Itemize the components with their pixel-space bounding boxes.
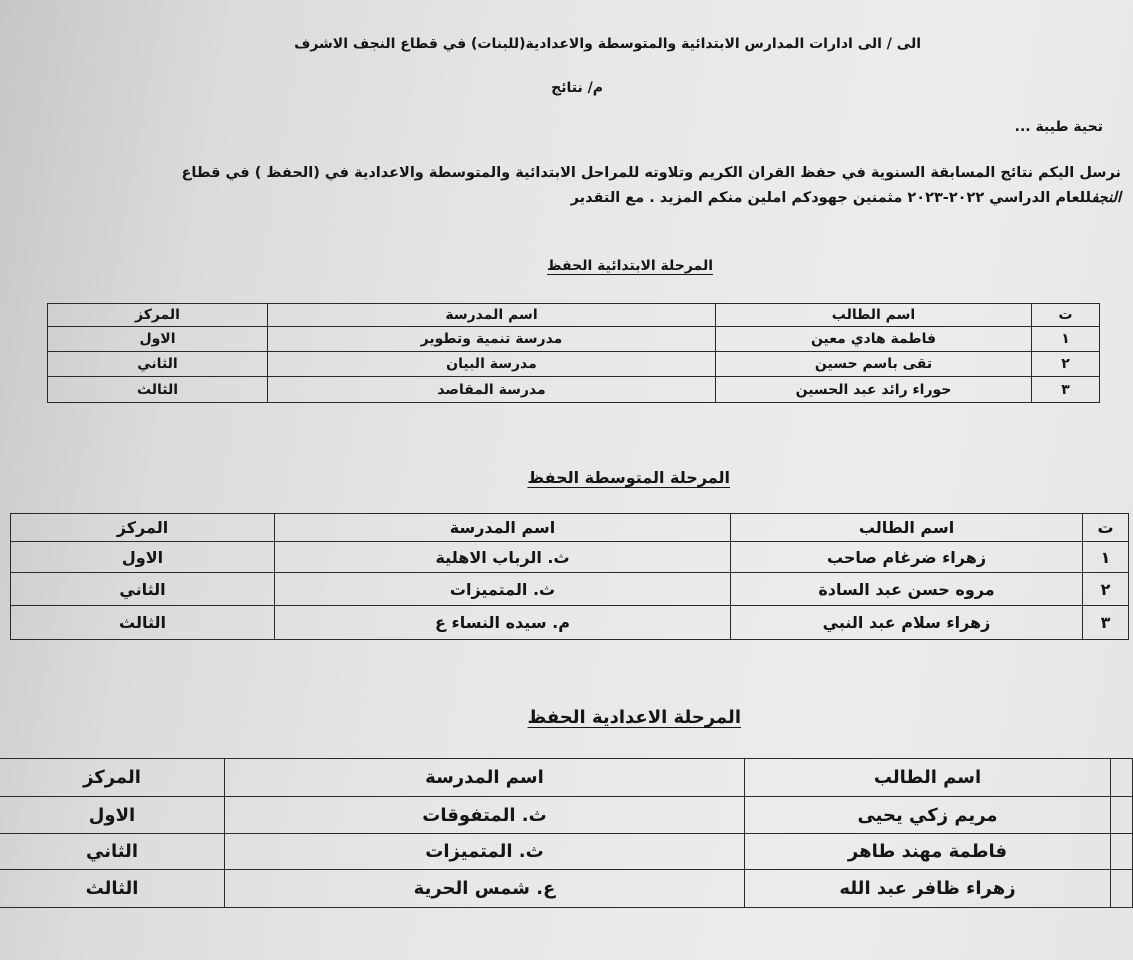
table-row [11,542,1129,573]
header-rank: المركز [0,759,225,797]
row-student: فاطمة مهند طاهر [745,834,1111,870]
table-row [48,377,1100,403]
row-student: حوراء رائد عبد الحسين [716,377,1032,403]
row-rank: الاول [11,542,275,573]
row-num [1111,834,1133,870]
table-row [0,797,1133,834]
header-school: اسم المدرسة [225,759,745,797]
header-student: اسم الطالب [731,514,1083,542]
row-num [1111,797,1133,834]
results-table-preparatory [0,758,1133,908]
section-heading-intermediate: المرحلة المتوسطة الحفظ [527,468,730,487]
row-school: ث. المتميزات [225,834,745,870]
row-school: مدرسة البيان [268,352,716,377]
table-header-row [48,304,1100,327]
row-num: ٣ [1032,377,1100,403]
section-heading-preparatory: المرحلة الاعدادية الحفظ [527,707,741,728]
table-row [11,573,1129,606]
table-header-row [11,514,1129,542]
row-num: ٢ [1083,573,1129,606]
subject-line: م/ نتائج [551,80,603,96]
body-line-2 [571,190,1121,206]
header-rank: المركز [11,514,275,542]
header-school: اسم المدرسة [275,514,731,542]
row-student: تقى باسم حسين [716,352,1032,377]
header-num: ت [1032,304,1100,327]
row-school: ع. شمس الحرية [225,870,745,908]
row-num: ١ [1032,327,1100,352]
row-school: ث. المتميزات [275,573,731,606]
header-school: اسم المدرسة [268,304,716,327]
row-student: زهراء ظافر عبد الله [745,870,1111,908]
row-num [1111,870,1133,908]
row-rank: الثاني [11,573,275,606]
row-school: مدرسة المقاصد [268,377,716,403]
greeting-line: تحية طيبة ... [1014,119,1103,135]
row-student: فاطمة هادي معين [716,327,1032,352]
row-rank: الثالث [48,377,268,403]
header-student: اسم الطالب [745,759,1111,797]
table-row [48,327,1100,352]
row-rank: الاول [0,797,225,834]
results-table-intermediate [10,513,1129,640]
row-school: مدرسة تنمية وتطوير [268,327,716,352]
table-row [48,352,1100,377]
body-line-1: نرسل اليكم نتائج المسابقة السنوية في حفظ القران الكريم وتلاوته للمراحل الابتدائية والمتوسطة والاعدادية في (الحفظ ) في قطاع [181,165,1121,181]
row-student: مريم زكي يحيى [745,797,1111,834]
body-line-2-prefix: النجف [1091,190,1121,206]
row-school: ث. المتفوقات [225,797,745,834]
addressee-line: الى / الى ادارات المدارس الابتدائية والمتوسطة والاعدادية(للبنات) في قطاع النجف الاشرف [294,36,921,52]
header-num: ت [1083,514,1129,542]
row-school: م. سيده النساء ع [275,606,731,640]
section-heading-primary: المرحلة الابتدائية الحفظ [547,258,713,274]
row-student: زهراء ضرغام صاحب [731,542,1083,573]
results-table-primary [47,303,1100,403]
row-num: ٣ [1083,606,1129,640]
row-rank: الثالث [11,606,275,640]
header-num [1111,759,1133,797]
table-row [0,870,1133,908]
row-rank: الثاني [0,834,225,870]
row-student: مروه حسن عبد السادة [731,573,1083,606]
row-rank: الثالث [0,870,225,908]
row-school: ث. الرباب الاهلية [275,542,731,573]
row-student: زهراء سلام عبد النبي [731,606,1083,640]
row-num: ١ [1083,542,1129,573]
header-student: اسم الطالب [716,304,1032,327]
row-rank: الاول [48,327,268,352]
header-rank: المركز [48,304,268,327]
body-line-2-text: للعام الدراسي ٢٠٢٢-٢٠٢٣ مثمنين جهودكم املين منكم المزيد . مع التقدير [570,190,1092,206]
row-num: ٢ [1032,352,1100,377]
table-header-row [0,759,1133,797]
table-row [0,834,1133,870]
table-row [11,606,1129,640]
row-rank: الثاني [48,352,268,377]
